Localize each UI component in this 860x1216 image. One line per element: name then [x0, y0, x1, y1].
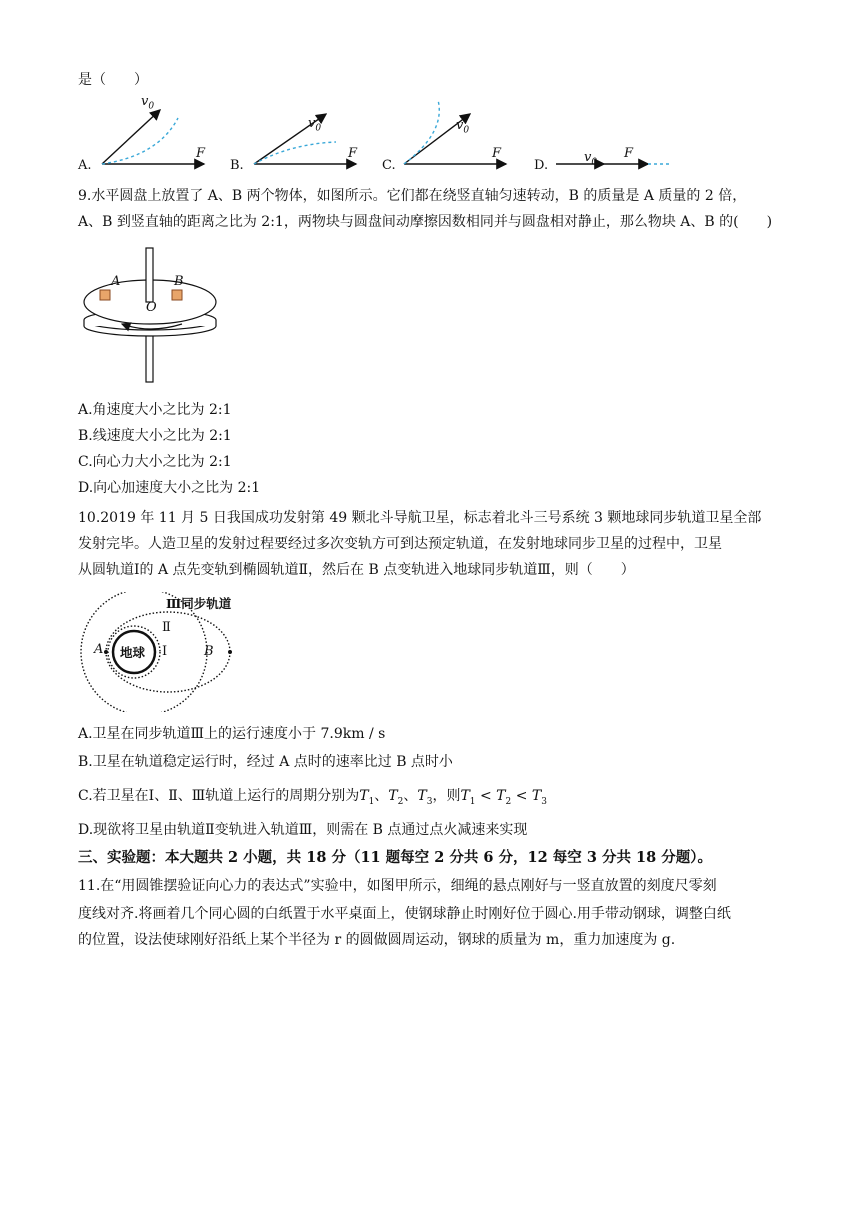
q8-option-a-label: A. — [78, 158, 92, 173]
q8-a-v0-arrow — [102, 110, 160, 164]
q8-option-b-f: F — [348, 146, 358, 161]
q10-label-a: A — [94, 642, 104, 657]
q8-option-a-v0: $v_0$ — [141, 94, 155, 112]
q9-stem-line-1: 9.水平圆盘上放置了 A、B 两个物体，如图所示。它们都在绕竖直轴匀速转动，B 的质量是 A 质量的 2 倍， — [78, 188, 747, 204]
q8-option-a-f: F — [196, 146, 206, 161]
q9-option-a: A.角速度大小之比为 2:1 — [78, 402, 232, 418]
q8-option-c-diagram — [400, 92, 530, 180]
q8-stem-tail: 是（ ） — [78, 72, 148, 88]
q8-option-d-f: F — [624, 146, 634, 161]
q8-option-b-v0: $v_0$ — [308, 116, 322, 134]
q10-option-a: A.卫星在同步轨道Ⅲ上的运行速度小于 7.9km / s — [78, 726, 386, 742]
q10-label-orbit3: Ⅲ同步轨道 — [166, 596, 232, 611]
q9-label-a: A — [111, 274, 121, 289]
q8-option-b-label: B. — [230, 158, 244, 173]
q10-stem-line-3: 从圆轨道Ⅰ的 A 点先变轨到椭圆轨道Ⅱ，然后在 B 点变轨进入地球同步轨道Ⅲ，则（ ） — [78, 562, 635, 578]
q9-option-d: D.向心加速度大小之比为 2:1 — [78, 480, 261, 496]
q8-option-c-f: F — [492, 146, 502, 161]
q10-label-b: B — [204, 644, 214, 659]
q8-option-d-v0: $v_0$ — [584, 150, 598, 168]
q10-label-orbit2: Ⅱ — [162, 620, 171, 635]
q9-label-b: B — [174, 274, 184, 289]
q9-label-o: O — [146, 300, 157, 315]
q8-option-c-v0: $v_0$ — [456, 118, 470, 136]
q9-option-b: B.线速度大小之比为 2:1 — [78, 428, 232, 444]
q10-orbit-figure — [78, 592, 238, 712]
q11-stem-line-2: 度线对齐.将画着几个同心圆的白纸置于水平桌面上，使钢球静止时刚好位于圆心.用手带动钢球，调整白纸 — [78, 906, 731, 922]
q10-option-c: C.若卫星在Ⅰ、Ⅱ、Ⅲ轨道上运行的周期分别为$T_1$、$T_2$、$T_3$，则$T_1 < T_2 < T_3$ — [78, 788, 547, 807]
q8-b-trajectory — [254, 142, 336, 164]
q10-label-orbit1: Ⅰ — [162, 644, 168, 659]
q10-stem-line-2: 发射完毕。人造卫星的发射过程要经过多次变轨方可到达预定轨道，在发射地球同步卫星的过程中，卫星 — [78, 536, 722, 552]
q8-option-c-label: C. — [382, 158, 396, 173]
section-3-heading: 三、实验题：本大题共 2 小题，共 18 分（11 题每空 2 分共 6 分，12 每空 3 分共 18 分题）。 — [78, 849, 712, 866]
q8-options-figure — [78, 92, 678, 180]
q10-stem-line-1: 10.2019 年 11 月 5 日我国成功发射第 49 颗北斗导航卫星，标志着北斗三号系统 3 颗地球同步轨道卫星全部 — [78, 510, 762, 526]
q9-option-c: C.向心力大小之比为 2:1 — [78, 454, 232, 470]
q9-stem-line-2: A、B 到竖直轴的距离之比为 2:1，两物块与圆盘间动摩擦因数相同并与圆盘相对静止，那么物块 A、B 的( ) — [78, 214, 773, 230]
q9-disk-figure — [78, 244, 218, 384]
q10-label-earth: 地球 — [120, 645, 146, 660]
q8-option-d-label: D. — [534, 158, 549, 173]
q8-a-trajectory — [102, 118, 178, 164]
q8-c-trajectory — [404, 100, 439, 164]
q11-stem-line-3: 的位置，设法使球刚好沿纸上某个半径为 r 的圆做圆周运动，钢球的质量为 m，重力加速度为 g. — [78, 932, 676, 948]
q11-stem-line-1: 11.在“用圆锥摆验证向心力的表达式”实验中，如图甲所示，细绳的悬点刚好与一竖直放置的刻度尺零刻 — [78, 878, 717, 894]
q8-option-a-diagram — [98, 92, 228, 180]
q10-option-d: D.现欲将卫星由轨道Ⅱ变轨进入轨道Ⅲ，则需在 B 点通过点火减速来实现 — [78, 822, 528, 838]
q8-option-d-diagram — [554, 92, 678, 180]
q8-option-b-diagram — [250, 92, 380, 180]
q10-option-b: B.卫星在轨道稳定运行时，经过 A 点时的速率比过 B 点时小 — [78, 754, 453, 770]
